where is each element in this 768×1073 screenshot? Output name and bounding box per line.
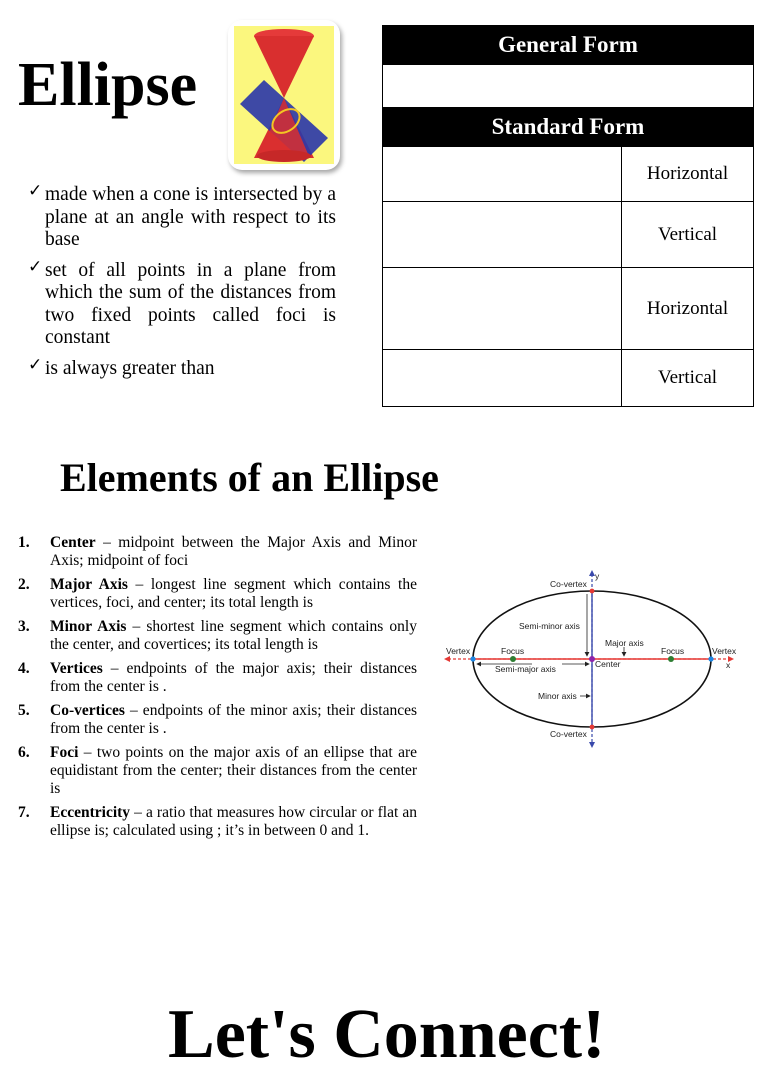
x-axis-arrow-left [444,656,450,662]
covertex-bottom-label: Co-vertex [550,729,587,739]
general-form-header: General Form [383,26,754,65]
orientation-cell: Horizontal [622,147,754,202]
item-term: Vertices [50,660,103,677]
vertex-right-label: Vertex [712,646,737,656]
item-term: Foci [50,744,79,761]
ellipse-definitions [28,181,336,388]
next-section-title: Let's Connect! [168,996,606,1073]
item-term: Major Axis [50,576,128,593]
vertex-right-dot [708,656,713,661]
cone-section-figure [228,20,340,170]
x-axis-label: x [726,660,731,670]
focus-left-dot [510,656,516,662]
item-description: – endpoints of the major axis; their distances from the center is . [50,660,417,695]
element-item [18,534,417,570]
section-title: Elements of an Ellipse [60,455,439,500]
major-axis-label: Major axis [605,638,644,648]
definition-text: is always greater than [45,357,215,379]
item-description: – longest line segment which contains the vertices, foci, and center; its total length is [50,576,417,611]
semi-major-axis-label: Semi-major axis [495,664,556,674]
element-item [18,576,417,612]
focus-right-dot [668,656,674,662]
y-axis-label: y [595,571,600,581]
page-title: Ellipse [18,51,198,119]
ellipse-diagram [442,566,746,750]
check-icon: ✓ [28,354,43,375]
standard-form-cell [383,350,622,407]
elements-list [18,534,417,846]
item-number: 1. [18,534,30,551]
y-axis-arrow-bottom [589,742,595,748]
element-item [18,804,417,840]
orientation-cell: Horizontal [622,268,754,350]
focus-right-label: Focus [661,646,685,656]
item-number: 2. [18,576,30,593]
item-number: 3. [18,618,30,635]
item-description: – shortest line segment which contains only the center, and covertices; its total length is [50,618,417,653]
definition-text: set of all points in a plane from which the sum of the distances from two fixed points called foci is constant [45,259,336,348]
definition-item [28,181,336,252]
focus-left-label: Focus [501,646,525,656]
item-number: 6. [18,744,30,761]
orientation-cell: Vertical [622,202,754,268]
orientation-cell: Vertical [622,350,754,407]
item-description: – a ratio that measures how circular or flat an ellipse is; calculated using ; it’s in between 0 and 1. [50,804,417,839]
item-number: 5. [18,702,30,719]
item-term: Eccentricity [50,804,131,821]
vertex-left-dot [470,656,475,661]
standard-form-header: Standard Form [383,108,754,147]
general-form-cell [383,65,754,108]
item-term: Minor Axis [50,618,127,635]
center-label: Center [595,659,621,669]
item-term: Center [50,534,96,551]
item-description: – midpoint between the Major Axis and Minor Axis; midpoint of foci [50,534,417,569]
standard-form-cell [383,147,622,202]
covertex-top-dot [590,589,595,594]
item-description: – endpoints of the minor axis; their distances from the center is . [50,702,417,737]
standard-form-cell [383,202,622,268]
element-item [18,744,417,798]
element-item [18,618,417,654]
vertex-left-label: Vertex [446,646,471,656]
definition-text: made when a cone is intersected by a plane at an angle with respect to its base [45,184,336,250]
definition-item [28,354,336,381]
check-icon: ✓ [28,181,43,201]
ellipse-forms-table [382,25,754,407]
item-number: 4. [18,660,30,677]
covertex-bottom-dot [590,725,595,730]
minor-axis-label: Minor axis [538,691,577,701]
cone-plane-illustration [234,26,334,164]
item-description: – two points on the major axis of an ellipse that are equidistant from the center; their distances from the center is [50,744,417,797]
element-item [18,702,417,738]
definition-item [28,256,336,350]
element-item [18,660,417,696]
item-term: Co-vertices [50,702,125,719]
standard-form-cell [383,268,622,350]
item-number: 7. [18,804,30,821]
check-icon: ✓ [28,256,43,277]
semi-minor-axis-label: Semi-minor axis [519,621,580,631]
covertex-top-label: Co-vertex [550,579,587,589]
